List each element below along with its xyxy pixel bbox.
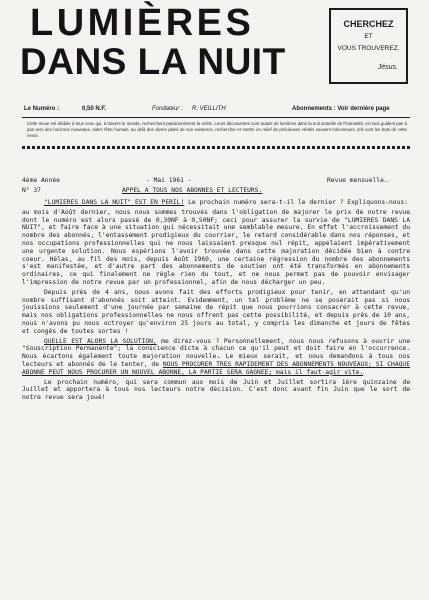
paragraph-3-text: Depuis près de 4 ans, nous avons fait des efforts prodigieux pour tenir, en attendant qu'un nombre suffisant d'abonnés soit atteint. Evidemment, un tel problème ne se poserait pas si nous jouissions seulement d'une journée par semaine de répit que nous pourrions consacrer à cette revue, mais nos obligations professionnelles ne nous offrent pas cette possibilité, et depuis près de 10 ans, nous n'avons pu nous octroyer qu'environ 25 jours au total, y compris les dimanche et jours de fêtes et congés de toutes sortes ! [22, 288, 410, 335]
issue-type: Revue mensuelle. [327, 177, 388, 184]
header-rule [22, 117, 410, 118]
quote-box [329, 8, 408, 84]
founder-name: R. VEILLITH [192, 106, 226, 112]
meta-row [24, 106, 410, 116]
masthead-title-line1: LUMIÈRES [30, 2, 255, 44]
peril-heading: "LUMIERES DANS LA NUIT" EST EN PERIL! [44, 199, 185, 206]
paragraph-4-urgent: mais il faut agir vite. [272, 368, 364, 376]
paragraph-3 [22, 289, 410, 336]
article-body [22, 199, 410, 404]
issue-date: - Mai 1961 - [146, 177, 192, 184]
paragraph-5-text: Le prochain numéro, qui sera commun aux mois de Juin et Juillet sortira 1ère quinzaine de Juillet et apportera à tous nos lecteurs notre décision. C'est donc avant fin Juin que le sort de notre revue sera joué! [22, 378, 410, 402]
appeal-heading: APPEL A TOUS NOS ABONNES ET LECTEURS. [122, 187, 263, 194]
paragraph-1-text: Le prochain numéro sera-t-il le dernier ? Expliquons-nous: [184, 199, 408, 206]
quote-line3: VOUS TROUVEREZ. [337, 44, 400, 52]
quote-line2: ET [364, 33, 373, 41]
subscriptions-note: Abonnements : Voir dernière page [292, 106, 390, 112]
masthead [20, 4, 320, 80]
solution-heading: QUELLE EST ALORS LA SOLUTION, [44, 337, 157, 345]
intro-text: Cette revue est dédiée à tous ceux qui, à travers le monde, recherchent passionnément la vérité. Leurs découvertes sont autant de lumières dans la nuit actuelle de l'humanité, et nous guident pas à pas vers des horizons nouveaux. Aider l'être humain, au delà des divers plans de son existence, rechercher et mettre en relief de précieuses vérités souvent méconnues, tels sont les buts de cette revue. [27, 121, 407, 138]
issue-label: Le Numéro : [24, 106, 60, 112]
decorative-border [22, 146, 410, 149]
issue-year: 4ème Année [22, 177, 60, 184]
quote-line1: CHERCHEZ [343, 19, 394, 29]
quote-signature: Jésus. [377, 63, 398, 71]
issue-number: N° 37 [22, 187, 41, 194]
issue-price: 0,50 N.F. [82, 106, 107, 112]
founder-label: Fondateur : [152, 106, 183, 112]
paragraph-1 [22, 199, 410, 207]
paragraph-4-emphasis: NOUS PROCURER TRES RAPIDEMENT DES ABONNEMENTS NOUVEAUX; SI CHAQUE ABONNE PEUT NOUS PROCURER UN NOUVEL ABONNE, LA PARTIE SERA GAGNEE; [22, 360, 410, 376]
paragraph-5 [22, 379, 410, 402]
paragraph-4-text: me direz-vous ? Personnellement, nous nous refusons à ouvrir une "Souscription Permanente"; la conscience dicte à chacun ce qu'il peut et doit faire en l'occurrence. Nous écartons également toute majoration nouvelle. Le mieux serait, et nous demandons à tous nos lecteurs et abonnés de le tenter, de [22, 337, 410, 368]
paragraph-4 [22, 338, 410, 377]
paragraph-2: au mois d'Août dernier, nous nous sommes trouvés dans l'obligation de majorer le prix de notre revue dont le numéro est alors passé de 0,30NF à 0,50NF; ceci pour assurer la survie de "LUMIERES DANS LA NUIT", et faire face à une situation qui nécessitait une semblable mesure. En effet l'accroissement du nombre des abonnés, l'entassement prodigieux du courrier, le retard considérable dans nos réponses, et nos occupations professionnelles qui ne nous laissaient presque nul répit, appelaient impérativement une urgente solution. Nous espérions l'avoir trouvée dans cette majoration décidée bien à contre coeur. Hélas, au fil des mois, depuis Août 1960, une certaine régression du nombre des abonnements s'est manifestée, et d'autre part des abonnements de soutien ont été transformés en abonnements ordinaires, ce qui finalement ne règle rien du tout, et ne nous permet pas de pouvoir envisager l'impression de notre revue par un professionnel, afin de nous décharger un peu. [22, 208, 410, 286]
masthead-title-line2: DANS LA NUIT [20, 41, 286, 82]
